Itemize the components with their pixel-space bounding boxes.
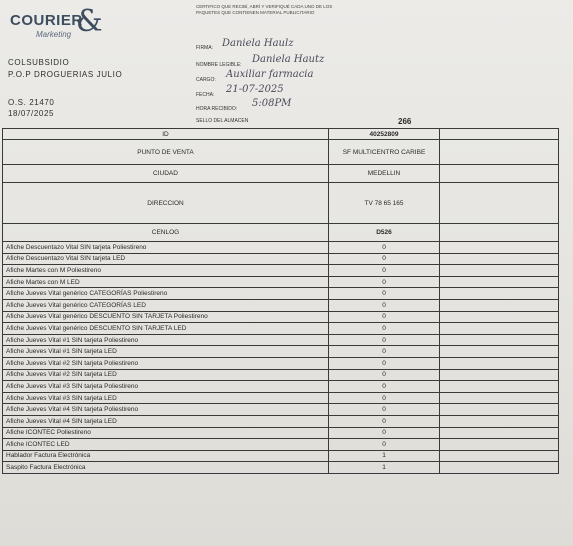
header-number: 266 [398, 117, 412, 126]
logo-ampersand: & [76, 4, 103, 39]
item-qty: 0 [329, 369, 440, 381]
blank-cell [440, 311, 559, 323]
direccion-value: TV 78 65 165 [329, 183, 440, 224]
table-row [3, 381, 559, 393]
blank-cell [440, 253, 559, 265]
blank-cell [440, 334, 559, 346]
client-store: P.O.P DROGUERIAS JULIO [8, 70, 123, 79]
item-name: Afiche Jueves Vital genérico CATEGORÍAS LED [3, 299, 329, 311]
item-name: Saspito Factura Electrónica [3, 462, 329, 474]
table-row [3, 276, 559, 288]
blank-cell [440, 288, 559, 300]
firma-signature: Daniela Haulz [222, 38, 294, 49]
table-row [3, 404, 559, 416]
blank-cell [440, 224, 559, 242]
table-row [3, 242, 559, 254]
item-qty: 0 [329, 415, 440, 427]
blank-cell [440, 415, 559, 427]
item-name: Afiche Jueves Vital #1 SIN tarjeta LED [3, 346, 329, 358]
table-row [3, 427, 559, 439]
table-row [3, 357, 559, 369]
item-qty: 0 [329, 311, 440, 323]
table-row [3, 311, 559, 323]
table-row [3, 346, 559, 358]
blank-cell [440, 140, 559, 165]
item-qty: 0 [329, 288, 440, 300]
blank-cell [440, 462, 559, 474]
table-row [3, 369, 559, 381]
item-name: Afiche Martes con M Poliestireno [3, 265, 329, 277]
ciudad-value: MEDELLIN [329, 165, 440, 183]
logo-word: COURIER [10, 12, 83, 29]
ciudad-row [3, 165, 559, 183]
table-row [3, 439, 559, 451]
item-qty: 0 [329, 357, 440, 369]
punto-row [3, 140, 559, 165]
item-name: Afiche Jueves Vital #2 SIN tarjeta Poliestireno [3, 357, 329, 369]
id-label: ID [3, 129, 329, 140]
blank-cell [440, 450, 559, 462]
table-row [3, 334, 559, 346]
id-row [3, 129, 559, 140]
blank-cell [440, 357, 559, 369]
blank-cell [440, 369, 559, 381]
item-name: Afiche Jueves Vital genérico DESCUENTO SIN TARJETA LED [3, 323, 329, 335]
blank-cell [440, 276, 559, 288]
id-value: 40252809 [329, 129, 440, 140]
table-row [3, 415, 559, 427]
item-name: Afiche Jueves Vital genérico DESCUENTO SIN TARJETA Poliestireno [3, 311, 329, 323]
blank-cell [440, 129, 559, 140]
punto-value: SF MULTICENTRO CARIBE [329, 140, 440, 165]
item-name: Afiche Jueves Vital #3 SIN tarjeta Poliestireno [3, 381, 329, 393]
nombre-value: Daniela Hautz [252, 54, 325, 65]
direccion-label: DIRECCION [3, 183, 329, 224]
table-row [3, 323, 559, 335]
ciudad-label: CIUDAD [3, 165, 329, 183]
item-qty: 0 [329, 346, 440, 358]
logo-sub: Marketing [36, 30, 72, 39]
table-row [3, 265, 559, 277]
cenlog-value: D526 [329, 224, 440, 242]
blank-cell [440, 323, 559, 335]
punto-label: PUNTO DE VENTA [3, 140, 329, 165]
cargo-value: Auxiliar farmacia [226, 69, 314, 80]
item-name: Afiche Jueves Vital #4 SIN tarjeta LED [3, 415, 329, 427]
table-row [3, 253, 559, 265]
item-qty: 0 [329, 265, 440, 277]
blank-cell [440, 165, 559, 183]
item-qty: 0 [329, 253, 440, 265]
fecha-value: 21-07-2025 [226, 84, 284, 95]
item-name: Afiche Jueves Vital #1 SIN tarjeta Poliestireno [3, 334, 329, 346]
item-name: Hablador Factura Electrónica [3, 450, 329, 462]
items-table [2, 128, 559, 474]
blank-cell [440, 183, 559, 224]
item-name: Afiche Jueves Vital #4 SIN tarjeta Poliestireno [3, 404, 329, 416]
hora-label: HORA RECIBIDO: [196, 106, 238, 112]
item-qty: 0 [329, 392, 440, 404]
item-name: Afiche ICONTEC LED [3, 439, 329, 451]
table-row [3, 462, 559, 474]
item-qty: 1 [329, 462, 440, 474]
item-qty: 0 [329, 242, 440, 254]
blank-cell [440, 404, 559, 416]
certification-text: CERTIFICO QUE RECIBÍ, ABRÍ Y VERIFIQUÉ CADA UNO DE LOS PAQUETES QUE CONTIENEN MATERIAL PUBLICITARIO [196, 4, 333, 15]
item-qty: 0 [329, 439, 440, 451]
item-name: Afiche Jueves Vital #3 SIN tarjeta LED [3, 392, 329, 404]
blank-cell [440, 427, 559, 439]
item-name: Afiche ICONTEC Poliestireno [3, 427, 329, 439]
item-name: Afiche Jueves Vital #2 SIN tarjeta LED [3, 369, 329, 381]
blank-cell [440, 299, 559, 311]
item-qty: 0 [329, 276, 440, 288]
item-qty: 0 [329, 323, 440, 335]
item-qty: 0 [329, 334, 440, 346]
table-row [3, 299, 559, 311]
order-date: 18/07/2025 [8, 109, 55, 118]
blank-cell [440, 439, 559, 451]
firma-label: FIRMA: [196, 45, 213, 51]
blank-cell [440, 392, 559, 404]
courier-marketing-logo [6, 6, 106, 46]
item-name: Afiche Jueves Vital genérico CATEGORÍAS Poliestireno [3, 288, 329, 300]
direccion-row [3, 183, 559, 224]
cargo-label: CARGO: [196, 77, 216, 83]
client-name: COLSUBSIDIO [8, 58, 70, 67]
item-qty: 0 [329, 299, 440, 311]
cenlog-row [3, 224, 559, 242]
hora-value: 5:08PM [252, 98, 292, 109]
item-qty: 0 [329, 404, 440, 416]
item-name: Afiche Martes con M LED [3, 276, 329, 288]
item-name: Afiche Descuentazo Vital SIN tarjeta Poliestireno [3, 242, 329, 254]
table-row [3, 392, 559, 404]
table-row [3, 450, 559, 462]
blank-cell [440, 242, 559, 254]
fecha-label: FECHA: [196, 92, 215, 98]
blank-cell [440, 346, 559, 358]
sello-label: SELLO DEL ALMACEN [196, 118, 249, 124]
table-row [3, 288, 559, 300]
blank-cell [440, 381, 559, 393]
blank-cell [440, 265, 559, 277]
item-qty: 1 [329, 450, 440, 462]
item-name: Afiche Descuentazo Vital SIN tarjeta LED [3, 253, 329, 265]
nombre-label: NOMBRE LEGIBLE: [196, 62, 242, 68]
item-qty: 0 [329, 381, 440, 393]
cenlog-label: CENLOG [3, 224, 329, 242]
order-number: O.S. 21470 [8, 98, 55, 107]
item-qty: 0 [329, 427, 440, 439]
